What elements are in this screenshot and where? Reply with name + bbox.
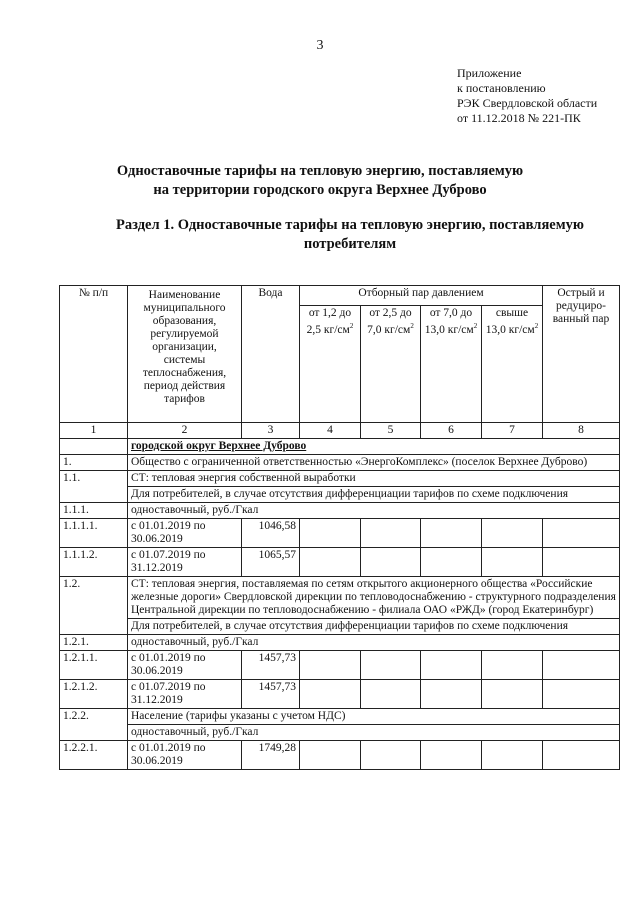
row-number: 1.1.1.1.: [60, 519, 128, 548]
table-row: [60, 548, 620, 577]
col-number: 7: [482, 423, 543, 439]
header-name: Наименование муниципального образования, регулируемой организации, системы теплоснабжения, период действия тарифов: [128, 286, 242, 423]
consumer-group: Население (тарифы указаны с учетом НДС): [128, 709, 620, 725]
column-number-row: [60, 423, 620, 439]
table-row: [60, 519, 620, 548]
supply-type: СТ: тепловая энергия собственной выработки: [128, 471, 620, 487]
page-number: 3: [316, 38, 324, 53]
col-number: 3: [242, 423, 300, 439]
water-tariff: 1457,73: [242, 680, 300, 709]
period: с 01.07.2019 по 31.12.2019: [128, 680, 242, 709]
table-row: [60, 680, 620, 709]
tariff-type: одноставочный, руб./Гкал: [128, 635, 620, 651]
approval-line-3: РЭК Свердловской области: [457, 96, 598, 110]
row-number: 1.2.2.: [60, 709, 128, 741]
table-row: [60, 577, 620, 619]
table-row: [60, 741, 620, 770]
section-title-line-1: Раздел 1. Одноставочные тарифы на тепловую энергию, поставляемую: [116, 217, 584, 233]
period: с 01.01.2019 по 30.06.2019: [128, 651, 242, 680]
approval-line-1: Приложение: [457, 66, 522, 80]
table-row: [60, 439, 620, 455]
table-row: [60, 709, 620, 725]
table-row: [60, 651, 620, 680]
header-pressure-3: от 7,0 до 13,0 $кг/см^2$: [421, 306, 482, 423]
row-number: 1.1.1.: [60, 503, 128, 519]
row-number: 1.2.: [60, 577, 128, 635]
tariff-type: одноставочный, руб./Гкал: [128, 725, 620, 741]
table-row: [60, 619, 620, 635]
table-row: [60, 635, 620, 651]
water-tariff: 1749,28: [242, 741, 300, 770]
header-num: № п/п: [60, 286, 128, 423]
col-number: 8: [543, 423, 620, 439]
document-title-line-1: Одноставочные тарифы на тепловую энергию, поставляемую: [116, 163, 524, 179]
row-number: 1.1.1.2.: [60, 548, 128, 577]
approval-line-2: к постановлению: [457, 81, 546, 95]
table-row: [60, 503, 620, 519]
row-number: 1.1.: [60, 471, 128, 503]
supply-type: СТ: тепловая энергия, поставляемая по сетям открытого акционерного общества «Российские железные дороги» Свердловской дирекции по тепловодоснабжению - структурного подразделения Центральной дирекции по тепловодоснабжению - филиала ОАО «РЖД» (город Екатеринбург): [128, 577, 620, 619]
row-number: 1.: [60, 455, 128, 471]
header-sharp-steam: Острый и редуциро-ванный пар: [543, 286, 620, 423]
organization-name: Общество с ограниченной ответственностью «ЭнергоКомплекс» (поселок Верхнее Дуброво): [128, 455, 620, 471]
row-number: 1.2.1.2.: [60, 680, 128, 709]
header-row-1: [60, 286, 620, 306]
period: с 01.01.2019 по 30.06.2019: [128, 741, 242, 770]
col-number: 2: [128, 423, 242, 439]
header-pressure-2: от 2,5 до 7,0 $кг/см^2$: [361, 306, 421, 423]
consumer-note: Для потребителей, в случае отсутствия дифференциации тарифов по схеме подключения: [128, 619, 620, 635]
col-number: 6: [421, 423, 482, 439]
col-number: 4: [300, 423, 361, 439]
col-number: 5: [361, 423, 421, 439]
table-row: [60, 487, 620, 503]
section-title-line-2: потребителям: [303, 236, 397, 252]
table-row: [60, 471, 620, 487]
document-title-line-2: на территории городского округа Верхнее Дуброво: [153, 182, 487, 198]
approval-block: [457, 66, 637, 126]
consumer-note: Для потребителей, в случае отсутствия дифференциации тарифов по схеме подключения: [128, 487, 620, 503]
water-tariff: 1046,58: [242, 519, 300, 548]
approval-line-4: от 11.12.2018 № 221-ПК: [457, 111, 581, 125]
district-name: городской округ Верхнее Дуброво: [128, 439, 620, 455]
water-tariff: 1065,57: [242, 548, 300, 577]
water-tariff: 1457,73: [242, 651, 300, 680]
table-row: [60, 725, 620, 741]
header-steam-group: Отборный пар давлением: [300, 286, 543, 306]
row-number: 1.2.2.1.: [60, 741, 128, 770]
row-number: 1.2.1.: [60, 635, 128, 651]
header-water: Вода: [242, 286, 300, 423]
period: с 01.07.2019 по 31.12.2019: [128, 548, 242, 577]
tariff-table: [59, 285, 620, 770]
period: с 01.01.2019 по 30.06.2019: [128, 519, 242, 548]
row-number: 1.2.1.1.: [60, 651, 128, 680]
header-pressure-4: свыше 13,0 $кг/см^2$: [482, 306, 543, 423]
table-row: [60, 455, 620, 471]
col-number: 1: [60, 423, 128, 439]
header-pressure-1: от 1,2 до 2,5 $кг/см^2$: [300, 306, 361, 423]
tariff-type: одноставочный, руб./Гкал: [128, 503, 620, 519]
document-title: [60, 162, 580, 200]
section-title: [80, 216, 620, 254]
